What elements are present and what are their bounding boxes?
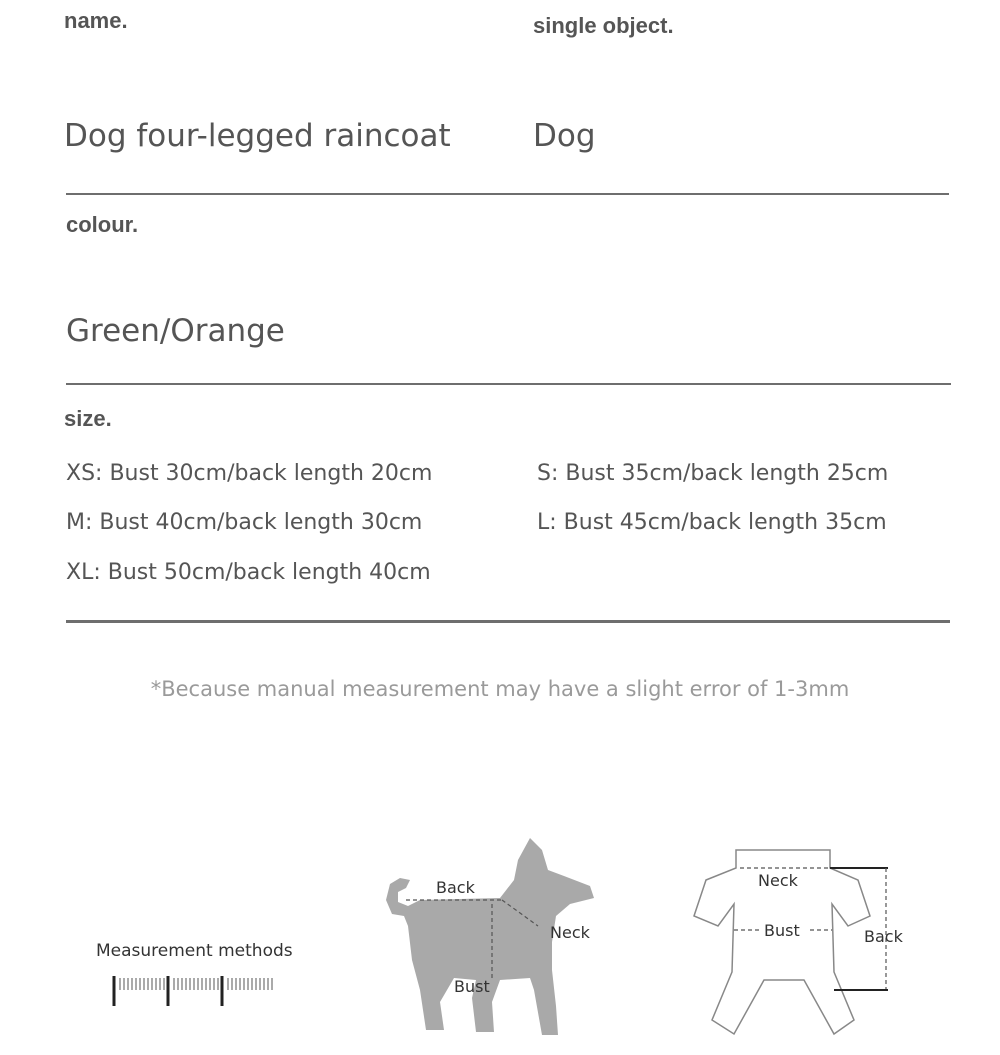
coat-bust-label: Bust: [764, 921, 800, 940]
size-xs: XS: Bust 30cm/back length 20cm: [66, 461, 433, 486]
measurement-methods-title: Measurement methods: [96, 941, 293, 961]
size-m: M: Bust 40cm/back length 30cm: [66, 510, 423, 535]
divider-2: [66, 383, 951, 385]
size-label: size.: [64, 406, 112, 431]
size-s: S: Bust 35cm/back length 25cm: [537, 461, 889, 486]
raincoat-measurement-diagram: [684, 840, 914, 1040]
measurement-note: *Because manual measurement may have a slight error of 1-3mm: [150, 677, 850, 701]
divider-1: [66, 193, 949, 195]
colour-value: Green/Orange: [66, 313, 285, 349]
dog-bust-label: Bust: [454, 977, 490, 996]
dog-measurement-diagram: [380, 830, 610, 1045]
size-l: L: Bust 45cm/back length 35cm: [537, 510, 887, 535]
object-value: Dog: [533, 118, 596, 154]
product-name: Dog four-legged raincoat: [64, 118, 451, 154]
single-object-label: single object.: [533, 13, 674, 38]
coat-back-label: Back: [864, 927, 903, 946]
size-xl: XL: Bust 50cm/back length 40cm: [66, 560, 431, 585]
coat-neck-label: Neck: [758, 871, 798, 890]
colour-label: colour.: [66, 212, 139, 237]
ruler-icon: [108, 972, 278, 1012]
dog-neck-label: Neck: [550, 923, 590, 942]
divider-3: [66, 620, 950, 623]
name-label: name.: [64, 8, 128, 33]
dog-back-label: Back: [436, 878, 475, 897]
